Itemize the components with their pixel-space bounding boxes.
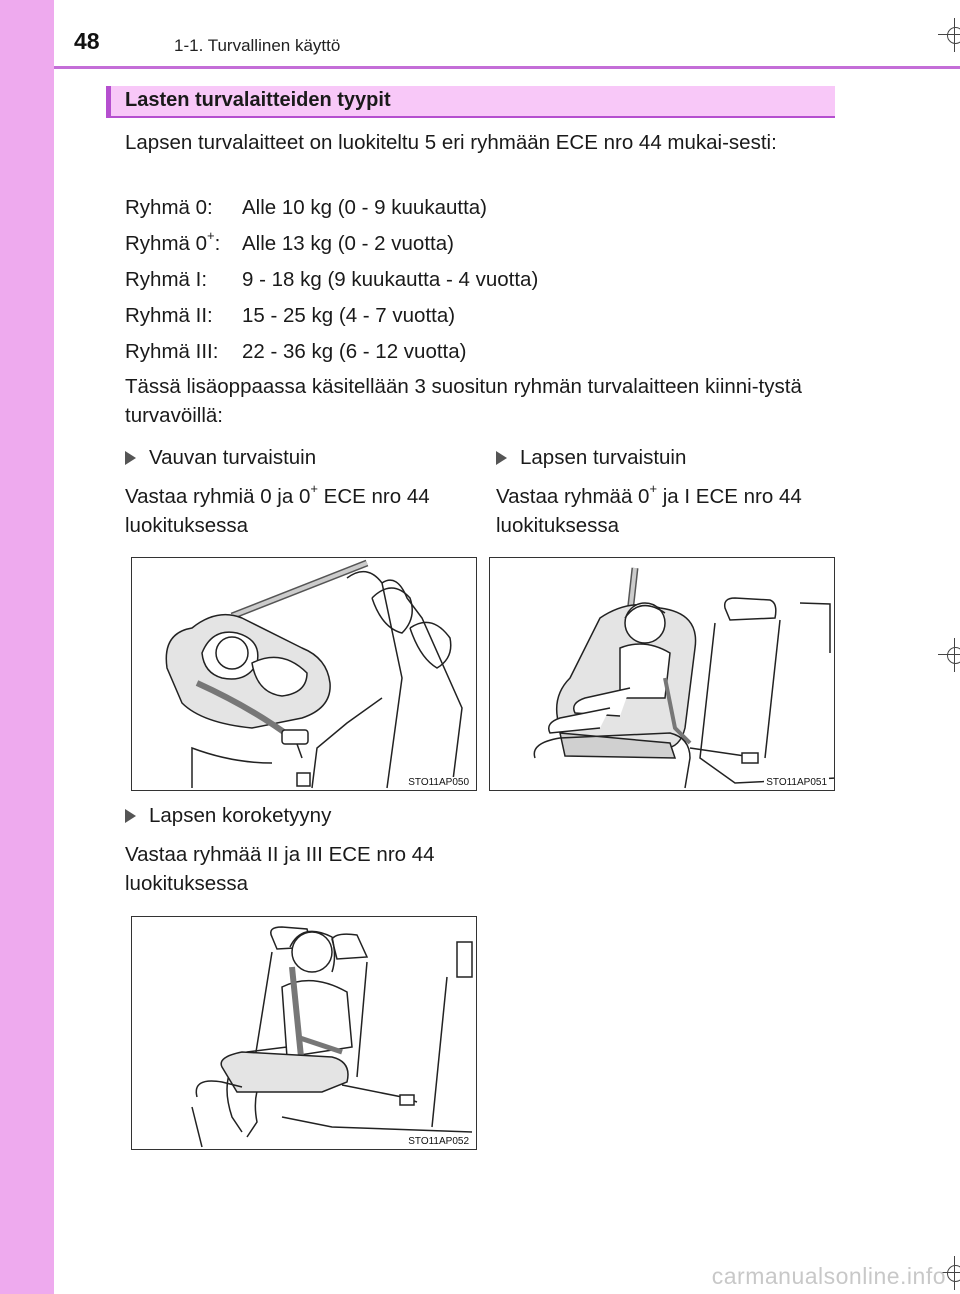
triangle-bullet-icon [125, 451, 136, 465]
seat-description-child: Vastaa ryhmää 0+ ja I ECE nro 44 luokituksessa [496, 481, 802, 537]
image-code: STO11AP051 [766, 777, 827, 788]
group-value: Alle 13 kg (0 - 2 vuotta) [242, 232, 454, 255]
booster-cushion-illustration [131, 916, 477, 1150]
triangle-bullet-icon [125, 809, 136, 823]
registration-mark-icon [938, 18, 960, 52]
page-number: 48 [74, 28, 100, 54]
side-color-strip [0, 0, 54, 1294]
registration-mark-icon [938, 638, 960, 672]
chapter-title: 1-1. Turvallinen käyttö [174, 36, 341, 55]
group-value: 9 - 18 kg (9 kuukautta - 4 vuotta) [242, 268, 539, 291]
section-title-bar [106, 86, 835, 118]
infant-seat-illustration [131, 557, 477, 791]
group-label: Ryhmä 0+: [125, 228, 221, 255]
seat-description-infant: Vastaa ryhmiä 0 ja 0+ ECE nro 44 luokituksessa [125, 481, 430, 537]
group-label: Ryhmä 0: [125, 196, 213, 219]
section-title: Lasten turvalaitteiden tyypit [125, 89, 391, 111]
image-code: STO11AP052 [408, 1136, 469, 1147]
triangle-bullet-icon [496, 451, 507, 465]
seat-heading-infant: Vauvan turvaistuin [125, 443, 316, 472]
closing-paragraph: Tässä lisäoppaassa käsitellään 3 suositun ryhmän turvalaitteen kiinni-tystä turvavöillä: [125, 375, 802, 427]
seat-heading-booster: Lapsen koroketyyny [125, 801, 331, 830]
group-label: Ryhmä II: [125, 304, 213, 327]
group-label: Ryhmä III: [125, 340, 219, 363]
group-value: 15 - 25 kg (4 - 7 vuotta) [242, 304, 456, 327]
intro-paragraph: Lapsen turvalaitteet on luokiteltu 5 eri ryhmään ECE nro 44 mukai-sesti: [125, 131, 777, 154]
seat-description-booster: Vastaa ryhmää II ja III ECE nro 44 luokituksessa [125, 843, 435, 895]
group-value: 22 - 36 kg (6 - 12 vuotta) [242, 340, 467, 363]
group-label: Ryhmä I: [125, 268, 208, 291]
group-value: Alle 10 kg (0 - 9 kuukautta) [242, 196, 487, 219]
seat-heading-child: Lapsen turvaistuin [496, 443, 686, 472]
child-seat-illustration [489, 557, 835, 791]
watermark: carmanualsonline.info [711, 1263, 946, 1289]
header-divider [54, 66, 960, 69]
image-code: STO11AP050 [408, 777, 469, 788]
